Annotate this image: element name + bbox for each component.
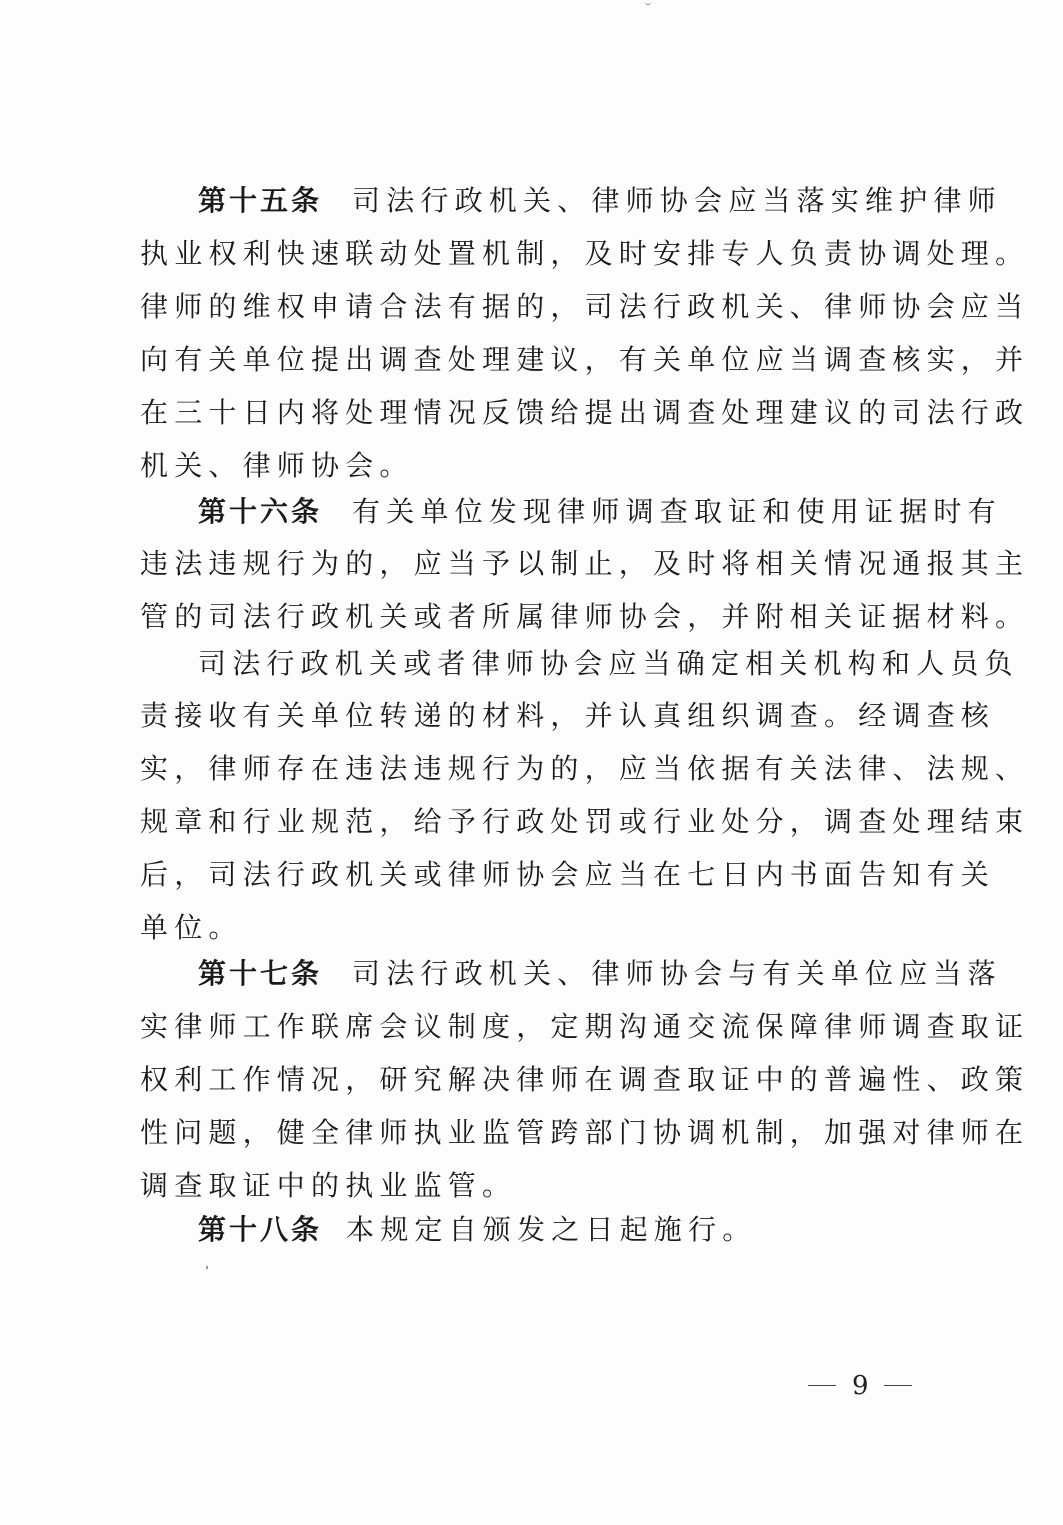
scan-artifact xyxy=(645,0,651,5)
page-number-value: 9 xyxy=(852,1371,869,1401)
article-text: 本规定自颁发之日起施行。 xyxy=(346,1213,757,1246)
article-text: 司法行政机关、律师协会与有关单位应当落 xyxy=(352,957,1002,990)
page-number xyxy=(808,1366,918,1406)
article-16-para2-line-3 xyxy=(0,741,1063,797)
article-15-line-1 xyxy=(0,173,1063,229)
body-text: 违法违规行为的，应当予以制止，及时将相关情况通报其主 xyxy=(140,547,1030,580)
article-15-line-4 xyxy=(0,332,1063,388)
body-text: 执业权利快速联动处置机制，及时安排专人负责协调处理。 xyxy=(140,237,1030,270)
body-text: 机关、律师协会。 xyxy=(140,449,414,482)
body-text: 在三十日内将处理情况反馈给提出调查处理建议的司法行政 xyxy=(140,396,1030,429)
article-16-line-1 xyxy=(0,484,1063,540)
article-18-line-1 xyxy=(0,1202,1063,1258)
article-heading: 第十六条 xyxy=(198,495,323,528)
article-16-para2-line-2 xyxy=(0,688,1063,744)
article-text: 有关单位发现律师调查取证和使用证据时有 xyxy=(352,495,1002,528)
article-17-line-2 xyxy=(0,999,1063,1055)
body-text: 权利工作情况，研究解决律师在调查取证中的普遍性、政策 xyxy=(140,1063,1030,1096)
body-text: 责接收有关单位转递的材料，并认真组织调查。经调查核 xyxy=(140,699,996,732)
body-text: 调查取证中的执业监管。 xyxy=(140,1169,517,1202)
article-17-line-4 xyxy=(0,1105,1063,1161)
body-text: 单位。 xyxy=(140,911,243,944)
body-text: 性问题，健全律师执业监管跨部门协调机制，加强对律师在 xyxy=(140,1116,1030,1149)
body-text: 律师的维权申请合法有据的，司法行政机关、律师协会应当 xyxy=(140,290,1030,323)
article-heading: 第十八条 xyxy=(198,1213,323,1246)
body-text: 实，律师存在违法违规行为的，应当依据有关法律、法规、 xyxy=(140,752,1030,785)
body-text: 后，司法行政机关或律师协会应当在七日内书面告知有关 xyxy=(140,858,996,891)
article-16-line-2 xyxy=(0,536,1063,592)
page-number-dash xyxy=(884,1385,912,1386)
article-15-line-3 xyxy=(0,279,1063,335)
article-heading: 第十七条 xyxy=(198,957,323,990)
article-17-line-1 xyxy=(0,946,1063,1002)
article-16-para2-line-4 xyxy=(0,794,1063,850)
article-16-para2-line-1 xyxy=(0,636,1063,692)
article-heading: 第十五条 xyxy=(198,184,323,217)
page-number-dash xyxy=(808,1385,836,1386)
article-16-para2-line-5 xyxy=(0,847,1063,903)
article-text: 司法行政机关、律师协会应当落实维护律师 xyxy=(352,184,1002,217)
article-17-line-3 xyxy=(0,1052,1063,1108)
article-15-line-2 xyxy=(0,226,1063,282)
body-text: 规章和行业规范，给予行政处罚或行业处分，调查处理结束 xyxy=(140,805,1030,838)
article-15-line-5 xyxy=(0,385,1063,441)
body-text: 实律师工作联席会议制度，定期沟通交流保障律师调查取证 xyxy=(140,1010,1030,1043)
body-text: 向有关单位提出调查处理建议，有关单位应当调查核实，并 xyxy=(140,343,1030,376)
body-text: 管的司法行政机关或者所属律师协会，并附相关证据材料。 xyxy=(140,600,1030,633)
body-text: 司法行政机关或者律师协会应当确定相关机构和人员负 xyxy=(198,647,1019,680)
scan-speck xyxy=(206,1266,208,1269)
